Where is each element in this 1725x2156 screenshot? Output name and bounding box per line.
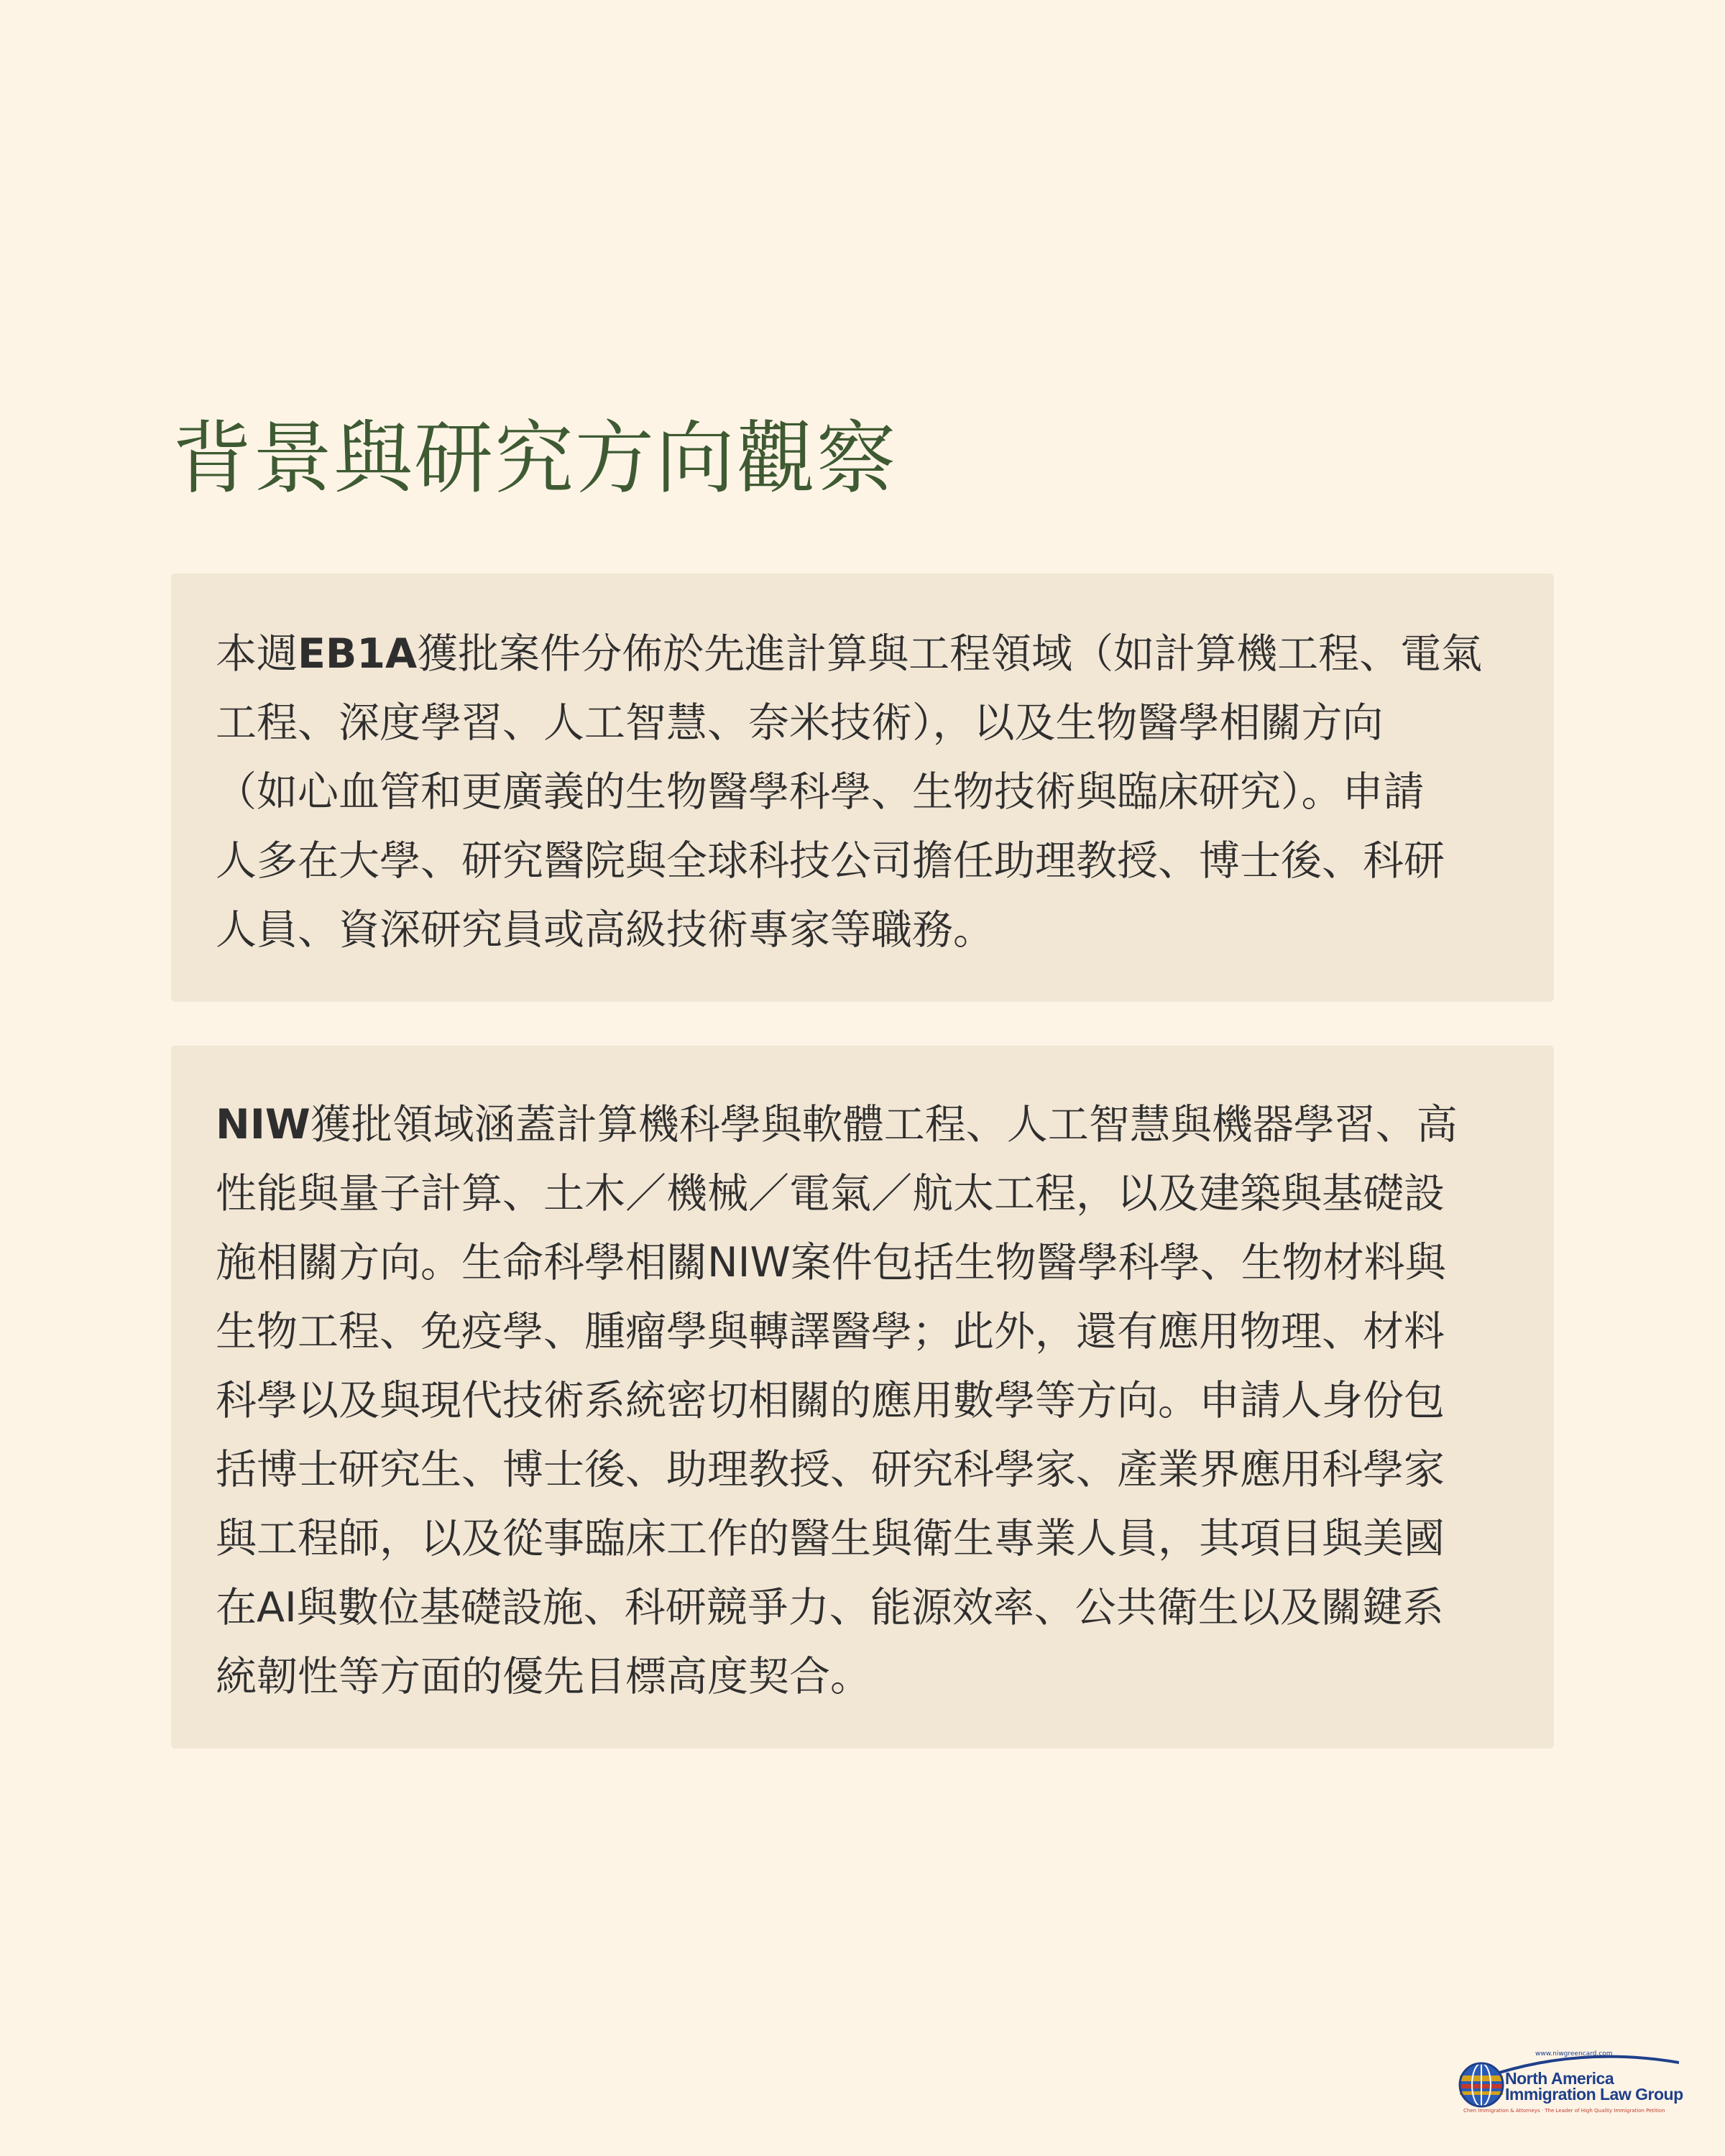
line-text: 獲批案件分佈於先進計算與工程領域（如計算機工程、電氣: [417, 630, 1483, 678]
paragraph-line: （如心血管和更廣義的生物醫學科學、生物技術與臨床研究）。申請: [216, 768, 1425, 816]
paragraph-line: 與工程師，以及從事臨床工作的醫生與衛生專業人員，其項目與美國: [216, 1515, 1445, 1562]
paragraph-line: 工程、深度學習、人工智慧、奈米技術），以及生物醫學相關方向: [216, 699, 1384, 747]
page-title: 背景與研究方向觀察: [172, 413, 897, 505]
line-text: 獲批領域涵蓋計算機科學與軟體工程、人工智慧與機器學習、高: [310, 1101, 1458, 1148]
paragraph-line: 統韌性等方面的優先目標高度契合。: [216, 1653, 871, 1700]
eb1a-summary-card: [171, 573, 1554, 1002]
logo-url: www.niwgreencard.com: [1535, 2050, 1613, 2058]
paragraph-line: [216, 1090, 1458, 1159]
paragraph-line: [216, 619, 1482, 688]
paragraph-line: 施相關方向。生命科學相關NIW案件包括生物醫學科學、生物材料與: [216, 1239, 1446, 1286]
paragraph-line: 人員、資深研究員或高級技術專家等職務。: [216, 906, 994, 954]
eb1a-term: EB1A: [298, 630, 418, 678]
paragraph-line: 人多在大學、研究醫院與全球科技公司擔任助理教授、博士後、科研: [216, 837, 1445, 885]
logo-name-line-2: Immigration Law Group: [1505, 2085, 1683, 2104]
logo-name-line-1: North America: [1505, 2069, 1614, 2088]
paragraph-line: 性能與量子計算、土木／機械／電氣／航太工程，以及建築與基礎設: [216, 1170, 1445, 1217]
paragraph-line: 科學以及與現代技術系統密切相關的應用數學等方向。申請人身份包: [216, 1377, 1445, 1424]
paragraph-line: 生物工程、免疫學、腫瘤學與轉譯醫學；此外，還有應用物理、材料: [216, 1308, 1445, 1355]
company-logo: [1456, 2050, 1683, 2119]
logo-tagline: Chen Immigration & Attorneys · The Leader of High Quality Immigration Petition: [1463, 2108, 1665, 2114]
niw-summary-card: [171, 1046, 1554, 1749]
globe-icon: [1456, 2060, 1506, 2110]
niw-term: NIW: [216, 1101, 310, 1148]
paragraph-line: 括博士研究生、博士後、助理教授、研究科學家、產業界應用科學家: [216, 1446, 1445, 1493]
line-text: 本週: [216, 630, 298, 678]
paragraph-line: 在AI與數位基礎設施、科研競爭力、能源效率、公共衛生以及關鍵系: [216, 1584, 1444, 1631]
